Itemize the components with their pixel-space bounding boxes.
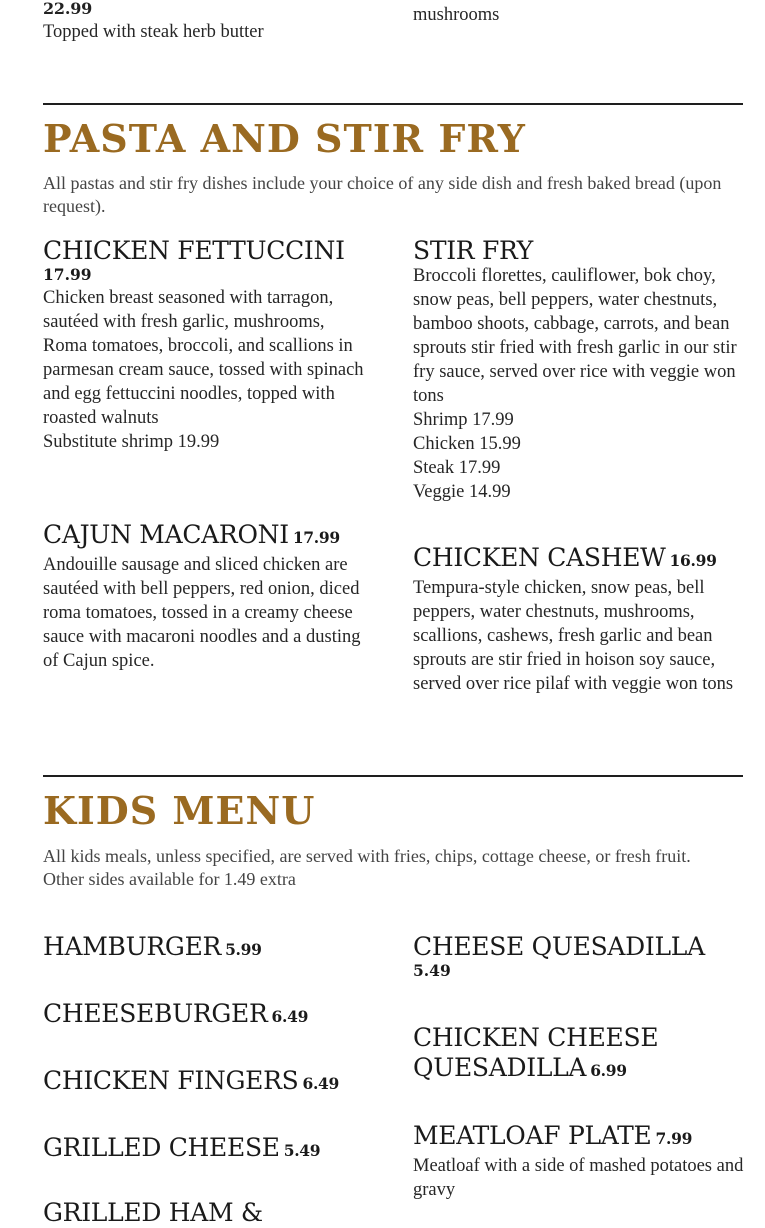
item-price: 5.49 — [283, 1141, 321, 1160]
kids-item-grilled-cheese — [43, 1133, 373, 1166]
item-description: Tempura-style chicken, snow peas, bell peppers, water chestnuts, mushrooms, scallions, cashews, fresh garlic and bean sprouts are stir fried in hoison soy sauce, served over rice pilaf with veggie won tons — [413, 578, 734, 694]
menu-item-stir-fry — [413, 236, 748, 504]
section-title: KIDS MENU — [43, 788, 316, 833]
item-title-line — [43, 1133, 373, 1166]
item-name: MEATLOAF PLATE — [413, 1121, 652, 1150]
kids-item-meatloaf-plate — [413, 1121, 748, 1202]
kids-item-grilled-ham — [43, 1198, 373, 1228]
item-name: CHICKEN CHEESE QUESADILLA — [413, 1023, 659, 1082]
kids-item-chicken-cheese-quesadilla — [413, 1023, 713, 1086]
section-intro-line: All kids meals, unless specified, are served with fries, chips, cottage cheese, or fresh fruit. — [43, 846, 691, 866]
item-price: 6.99 — [590, 1061, 627, 1080]
item-name: HAMBURGER — [43, 932, 222, 961]
item-price: 17.99 — [43, 265, 92, 284]
menu-item-chicken-fettuccini — [43, 236, 373, 454]
item-name: CHICKEN CASHEW — [413, 543, 666, 572]
item-title-line — [43, 932, 373, 965]
item-title-line — [43, 1066, 373, 1099]
item-name: STIR FRY — [413, 236, 533, 265]
section-divider — [43, 103, 743, 105]
item-option: Veggie 14.99 — [413, 482, 511, 502]
section-intro: All pastas and stir fry dishes include your choice of any side dish and fresh baked bread (upon request). — [43, 173, 722, 216]
kids-item-cheese-quesadilla — [413, 932, 748, 982]
item-title-line — [413, 1121, 748, 1154]
section-title: PASTA AND STIR FRY — [43, 116, 526, 161]
item-price: 5.99 — [225, 940, 262, 959]
kids-item-chicken-fingers — [43, 1066, 373, 1099]
item-name: CHICKEN FETTUCCINI — [43, 236, 345, 265]
item-description: mushrooms — [413, 5, 500, 25]
top-partial-left — [43, 0, 373, 44]
item-option: Chicken 15.99 — [413, 434, 521, 454]
section-divider — [43, 775, 743, 777]
item-price: 6.49 — [271, 1007, 309, 1026]
item-name: GRILLED HAM & — [43, 1198, 263, 1227]
item-name: CHEESE QUESADILLA — [413, 932, 705, 961]
item-title-line — [413, 1023, 713, 1086]
item-price: 22.99 — [43, 0, 93, 18]
item-name: CHEESEBURGER — [43, 999, 268, 1028]
item-price: 17.99 — [292, 528, 340, 547]
item-name: CHICKEN FINGERS — [43, 1066, 299, 1095]
item-description: Meatloaf with a side of mashed potatoes and gravy — [413, 1156, 744, 1200]
kids-item-hamburger — [43, 932, 373, 965]
item-name: GRILLED CHEESE — [43, 1133, 280, 1162]
item-price: 5.49 — [413, 961, 451, 980]
top-partial-right — [413, 3, 748, 27]
item-option: Steak 17.99 — [413, 458, 501, 478]
item-price: 7.99 — [655, 1129, 693, 1148]
item-title-line — [43, 520, 373, 553]
item-substitute: Substitute shrimp 19.99 — [43, 432, 220, 452]
item-option: Shrimp 17.99 — [413, 410, 514, 430]
item-description: Andouille sausage and sliced chicken are sautéed with bell peppers, red onion, diced roma tomatoes, tossed in a creamy cheese sauce with macaroni noodles and a dusting of Cajun spice. — [43, 555, 361, 671]
section-intro — [43, 845, 743, 891]
menu-item-cajun-macaroni — [43, 520, 373, 673]
item-price: 16.99 — [669, 551, 717, 570]
item-title-line — [43, 999, 373, 1032]
section-intro-line: Other sides available for 1.49 extra — [43, 869, 296, 889]
item-description: Topped with steak herb butter — [43, 22, 264, 42]
item-price: 6.49 — [302, 1074, 340, 1093]
item-name: CAJUN MACARONI — [43, 520, 289, 549]
item-description: Chicken breast seasoned with tarragon, sautéed with fresh garlic, mushrooms, Roma tomatoes, broccoli, and scallions in parmesan cream sauce, tossed with spinach and egg fettuccini noodles, topped with roasted walnuts — [43, 288, 364, 428]
menu-item-chicken-cashew — [413, 543, 748, 696]
item-title-line — [413, 543, 748, 576]
item-description: Broccoli florettes, cauliflower, bok choy, snow peas, bell peppers, water chestnuts, bamboo shoots, cabbage, carrots, and bean sprouts stir fried with fresh garlic in our stir fry sauce, served over rice with veggie won tons — [413, 266, 737, 406]
kids-item-cheeseburger — [43, 999, 373, 1032]
